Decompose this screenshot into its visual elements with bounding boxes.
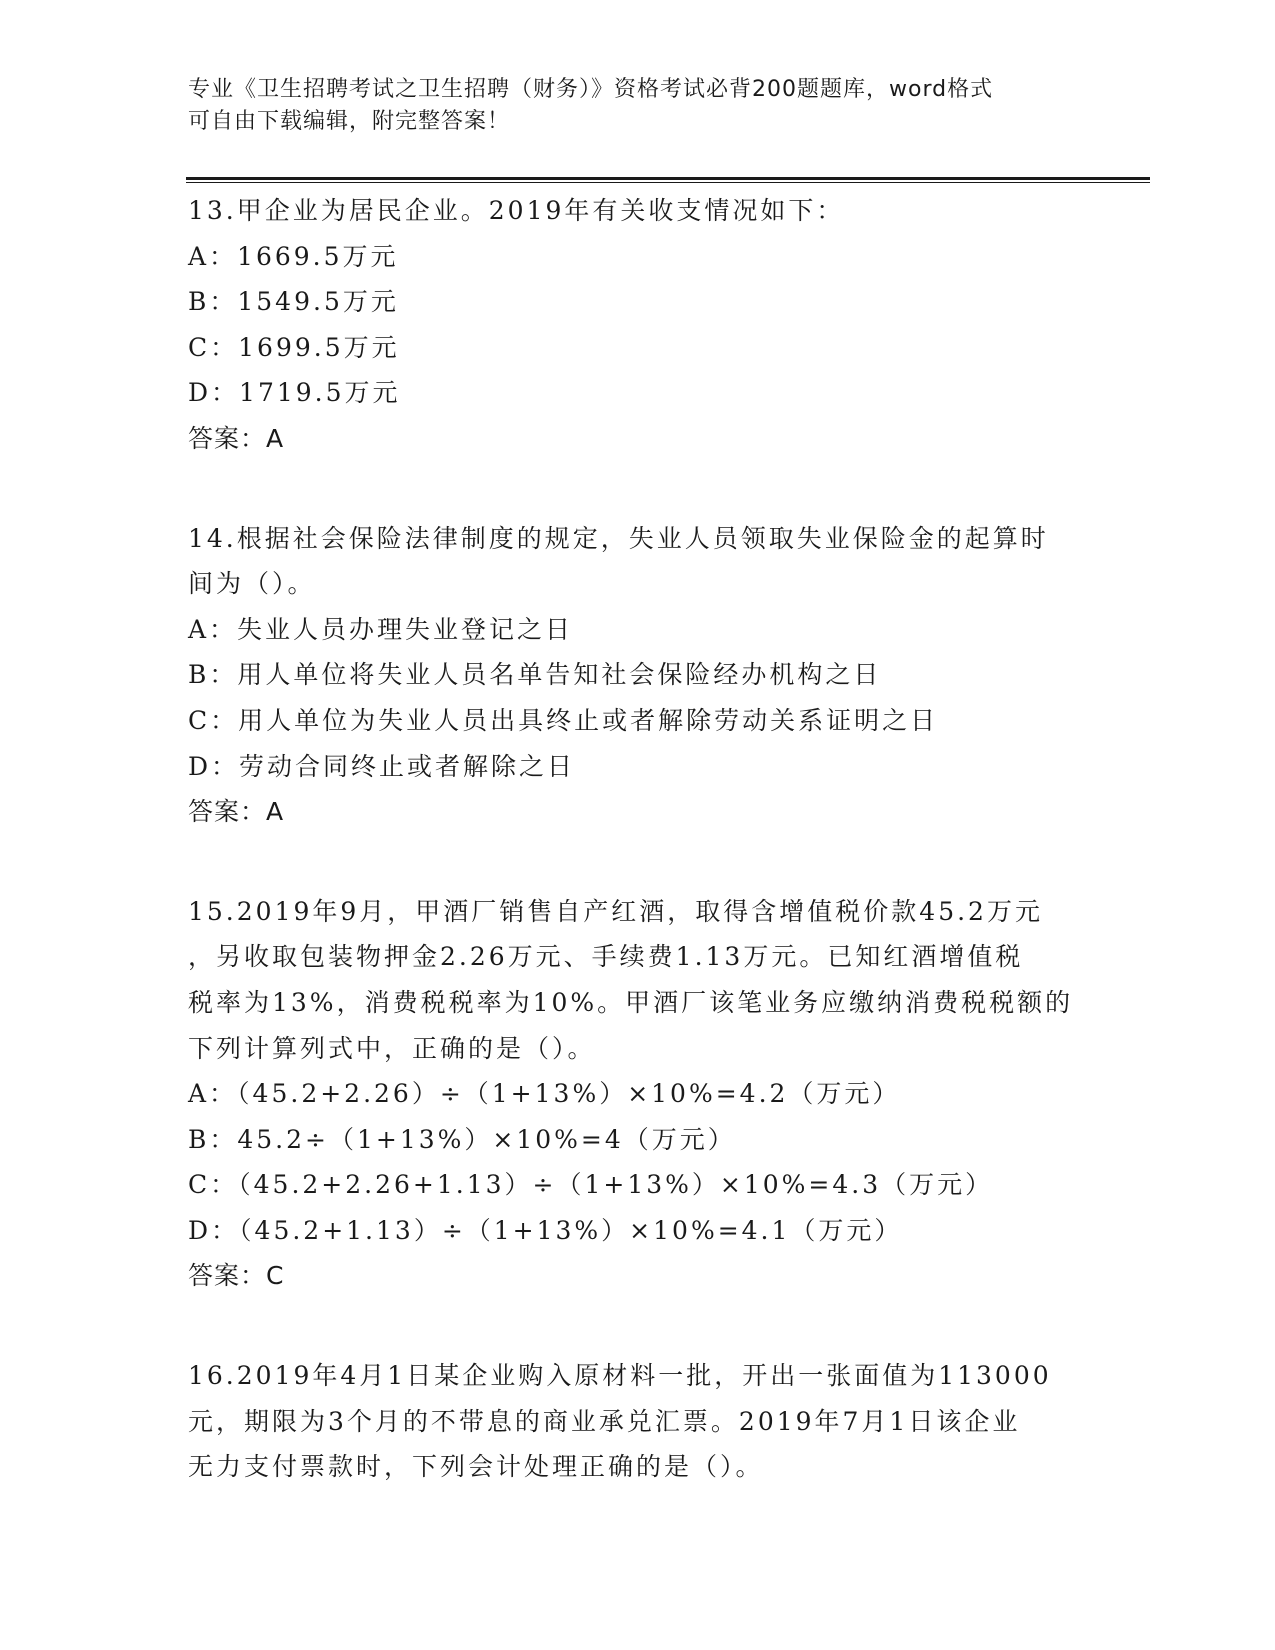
question-stem-line: 下列计算列式中，正确的是（）。 <box>188 1033 596 1063</box>
question-option: B：用人单位将失业人员名单告知社会保险经办机构之日 <box>188 660 882 690</box>
header-rule-thick <box>186 177 1150 180</box>
question-block <box>188 516 1088 835</box>
question-answer: 答案：C <box>188 1261 285 1291</box>
question-option: C：1699.5万元 <box>188 332 400 362</box>
question-stem-line: 元，期限为3个月的不带息的商业承兑汇票。2019年7月1日该企业 <box>188 1406 1021 1436</box>
question-option: B：1549.5万元 <box>188 287 399 317</box>
question-stem-line: 13.甲企业为居民企业。2019年有关收支情况如下： <box>188 196 845 225</box>
question-stem-line: 无力支付票款时，下列会计处理正确的是（）。 <box>188 1452 764 1482</box>
document-header <box>188 74 1068 138</box>
question-stem-line: 间为（）。 <box>188 569 316 599</box>
question-option: A：（45.2+2.26）÷（1+13%）×10%=4.2（万元） <box>188 1079 901 1109</box>
question-option: A：失业人员办理失业登记之日 <box>188 614 574 644</box>
question-option: A：1669.5万元 <box>188 241 399 271</box>
header-line-1: 专业《卫生招聘考试之卫生招聘（财务）》资格考试必背200题题库，word格式 <box>188 77 994 102</box>
question-option: D：1719.5万元 <box>188 378 401 408</box>
question-option: D：劳动合同终止或者解除之日 <box>188 751 576 781</box>
header-line-2: 可自由下载编辑，附完整答案！ <box>188 109 511 134</box>
question-option: C：用人单位为失业人员出具终止或者解除劳动关系证明之日 <box>188 705 939 735</box>
header-rule-thin <box>186 182 1150 183</box>
question-option: B：45.2÷（1+13%）×10%=4（万元） <box>188 1124 736 1154</box>
question-list <box>188 188 1088 1544</box>
question-stem-line: 14.根据社会保险法律制度的规定，失业人员领取失业保险金的起算时 <box>188 523 1049 553</box>
question-option: D：（45.2+1.13）÷（1+13%）×10%=4.1（万元） <box>188 1215 903 1245</box>
question-answer: 答案：A <box>188 797 285 827</box>
question-block <box>188 188 1088 462</box>
question-stem-line: ，另收取包装物押金2.26万元、手续费1.13万元。已知红酒增值税 <box>188 942 1024 972</box>
question-answer: 答案：A <box>188 423 285 453</box>
question-block <box>188 889 1088 1299</box>
question-option: C：（45.2+2.26+1.13）÷（1+13%）×10%=4.3（万元） <box>188 1170 994 1200</box>
question-block <box>188 1353 1088 1490</box>
question-stem-line: 15.2019年9月，甲酒厂销售自产红酒，取得含增值税价款45.2万元 <box>188 896 1043 926</box>
question-stem-line: 16.2019年4月1日某企业购入原材料一批，开出一张面值为113000 <box>188 1361 1052 1391</box>
question-stem-line: 税率为13%，消费税税率为10%。甲酒厂该笔业务应缴纳消费税税额的 <box>188 987 1074 1017</box>
